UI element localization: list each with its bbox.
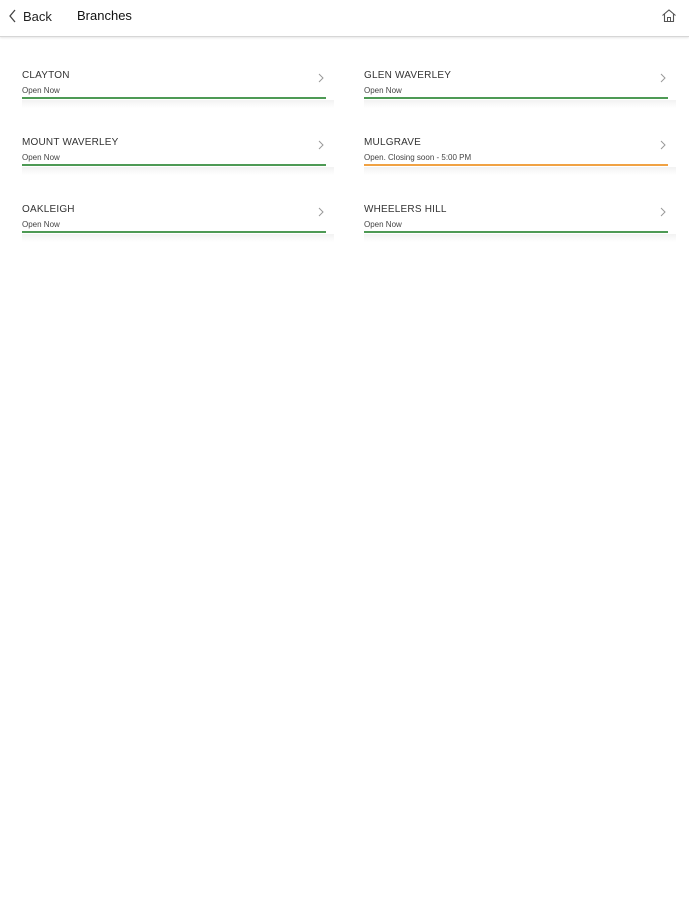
- branch-name: MOUNT WAVERLEY: [22, 137, 119, 148]
- chevron-left-icon: [8, 9, 17, 23]
- branch-item[interactable]: [364, 200, 668, 267]
- chevron-right-icon: [318, 204, 324, 222]
- row-shadow: [364, 100, 676, 108]
- chevron-right-icon: [318, 70, 324, 88]
- row-shadow: [22, 100, 334, 108]
- chevron-right-icon: [660, 137, 666, 155]
- back-label: Back: [23, 8, 52, 24]
- branch-item[interactable]: [364, 66, 668, 133]
- branch-name: OAKLEIGH: [22, 204, 75, 215]
- status-indicator-bar: [364, 164, 668, 166]
- home-icon: [661, 11, 677, 28]
- branch-status: Open Now: [22, 220, 60, 229]
- back-button[interactable]: [8, 6, 52, 26]
- row-shadow: [22, 167, 334, 175]
- status-indicator-bar: [22, 231, 326, 233]
- status-indicator-bar: [364, 231, 668, 233]
- top-navigation-bar: [0, 0, 689, 37]
- branch-name: WHEELERS HILL: [364, 204, 447, 215]
- branch-status: Open. Closing soon - 5:00 PM: [364, 153, 472, 162]
- chevron-right-icon: [660, 70, 666, 88]
- branch-name: CLAYTON: [22, 70, 70, 81]
- status-indicator-bar: [364, 97, 668, 99]
- branch-status: Open Now: [22, 86, 60, 95]
- branch-list: [22, 66, 668, 267]
- row-shadow: [22, 234, 334, 242]
- home-button[interactable]: [661, 8, 677, 24]
- status-indicator-bar: [22, 164, 326, 166]
- branch-name: MULGRAVE: [364, 137, 421, 148]
- chevron-right-icon: [660, 204, 666, 222]
- row-shadow: [364, 234, 676, 242]
- branch-status: Open Now: [364, 86, 402, 95]
- page-title: Branches: [77, 8, 132, 23]
- status-indicator-bar: [22, 97, 326, 99]
- branch-name: GLEN WAVERLEY: [364, 70, 452, 81]
- chevron-right-icon: [318, 137, 324, 155]
- branch-status: Open Now: [22, 153, 60, 162]
- row-shadow: [364, 167, 676, 175]
- branch-item[interactable]: [22, 66, 326, 133]
- branch-item[interactable]: [22, 133, 326, 200]
- branch-status: Open Now: [364, 220, 402, 229]
- branch-item[interactable]: [364, 133, 668, 200]
- branch-item[interactable]: [22, 200, 326, 267]
